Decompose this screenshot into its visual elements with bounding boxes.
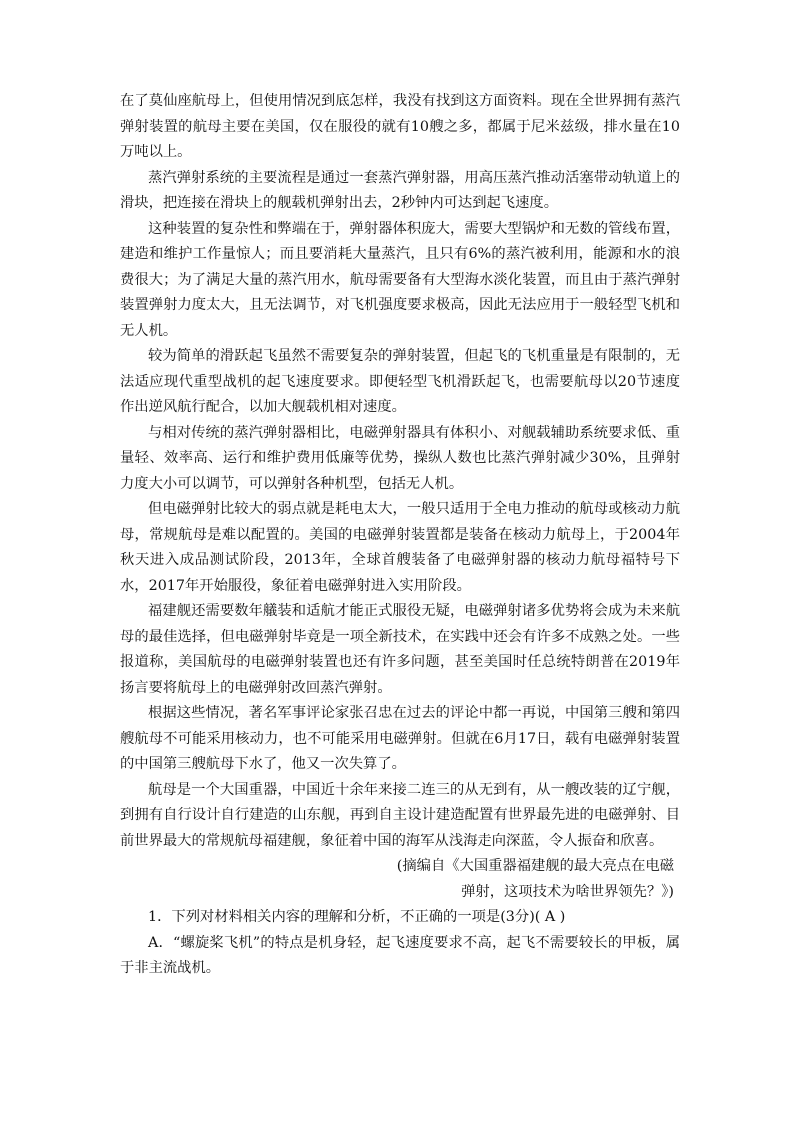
paragraph-9: 航母是一个大国重器，中国近十余年来接二连三的从无到有，从一艘改装的辽宁舰，到拥有自行设计自行建造的山东舰，再到自主设计建造配置有世界最先进的电磁弹射、目前世界最大的常规航母福建舰，象征着中国的海军从浅海走向深蓝，令人振奋和欣喜。 bbox=[120, 781, 680, 849]
paragraph-1: 在了莫仙座航母上，但使用情况到底怎样，我没有找到这方面资料。现在全世界拥有蒸汽弹射装置的航母主要在美国，仅在服役的就有10艘之多，都属于尼米兹级，排水量在10万吨以上。 bbox=[120, 93, 680, 160]
paragraph-3: 这种装置的复杂性和弊端在于，弹射器体积庞大，需要大型锅炉和无数的管线布置，建造和维护工作量惊人；而且要消耗大量蒸汽，且只有6%的蒸汽被利用，能源和水的浪费很大；为了满足大量的蒸汽用水，航母需要备有大型海水淡化装置，而且由于蒸汽弹射装置弹射力度太大，且无法调节，对飞机强度要求极高，因此无法应用于一般轻型飞机和无人机。 bbox=[120, 220, 680, 339]
document-page bbox=[120, 89, 680, 982]
paragraph-2: 蒸汽弹射系统的主要流程是通过一套蒸汽弹射器，用高压蒸汽推动活塞带动轨道上的滑块，把连接在滑块上的舰载机弹射出去，2秒钟内可达到起飞速度。 bbox=[120, 169, 680, 211]
source-citation-line-2: 弹射，这项技术为啥世界领先？》) bbox=[461, 883, 674, 900]
question-stem: 1．下列对材料相关内容的理解和分析，不正确的一项是(3分)( A ) bbox=[148, 909, 566, 925]
paragraph-8: 根据这些情况，著名军事评论家张召忠在过去的评论中都一再说，中国第三艘和第四艘航母不可能采用核动力，也不可能采用电磁弹射。但就在6月17日，载有电磁弹射装置的中国第三艘航母下水了，他又一次失算了。 bbox=[120, 705, 680, 772]
paragraph-7: 福建舰还需要数年艤装和适航才能正式服役无疑，电磁弹射诸多优势将会成为未来航母的最佳选择，但电磁弹射毕竟是一项全新技术，在实践中还会有许多不成熟之处。一些报道称，美国航母的电磁弹射装置也还有许多问题，甚至美国时任总统特朗普在2019年扬言要将航母上的电磁弹射改回蒸汽弹射。 bbox=[120, 603, 680, 696]
option-a: A．“螺旋桨飞机”的特点是机身轻，起飞速度要求不高，起飞不需要较长的甲板，属于非主流战机。 bbox=[120, 934, 680, 976]
paragraph-4: 较为简单的滑跃起飞虽然不需要复杂的弹射装置，但起飞的飞机重量是有限制的，无法适应现代重型战机的起飞速度要求。即便轻型飞机滑跃起飞，也需要航母以20节速度作出逆风航行配合，以加大舰载机相对速度。 bbox=[120, 348, 680, 415]
paragraph-5: 与相对传统的蒸汽弹射器相比，电磁弹射器具有体积小、对舰载辅助系统要求低、重量轻、效率高、运行和维护费用低廉等优势，操纵人数也比蒸汽弹射减少30%，且弹射力度大小可以调节，可以弹射各种机型，包括无人机。 bbox=[120, 424, 680, 492]
source-citation-line-1: (摘编自《大国重器福建舰的最大亮点在电磁 bbox=[396, 858, 674, 874]
paragraph-6: 但电磁弹射比较大的弱点就是耗电太大，一般只适用于全电力推动的航母或核动力航母，常规航母是难以配置的。美国的电磁弹射装置都是装备在核动力航母上，于2004年秋天进入成品测试阶段，2013年，全球首艘装备了电磁弹射器的核动力航母福特号下水，2017年开始服役，象征着电磁弹射进入实用阶段。 bbox=[120, 501, 680, 594]
